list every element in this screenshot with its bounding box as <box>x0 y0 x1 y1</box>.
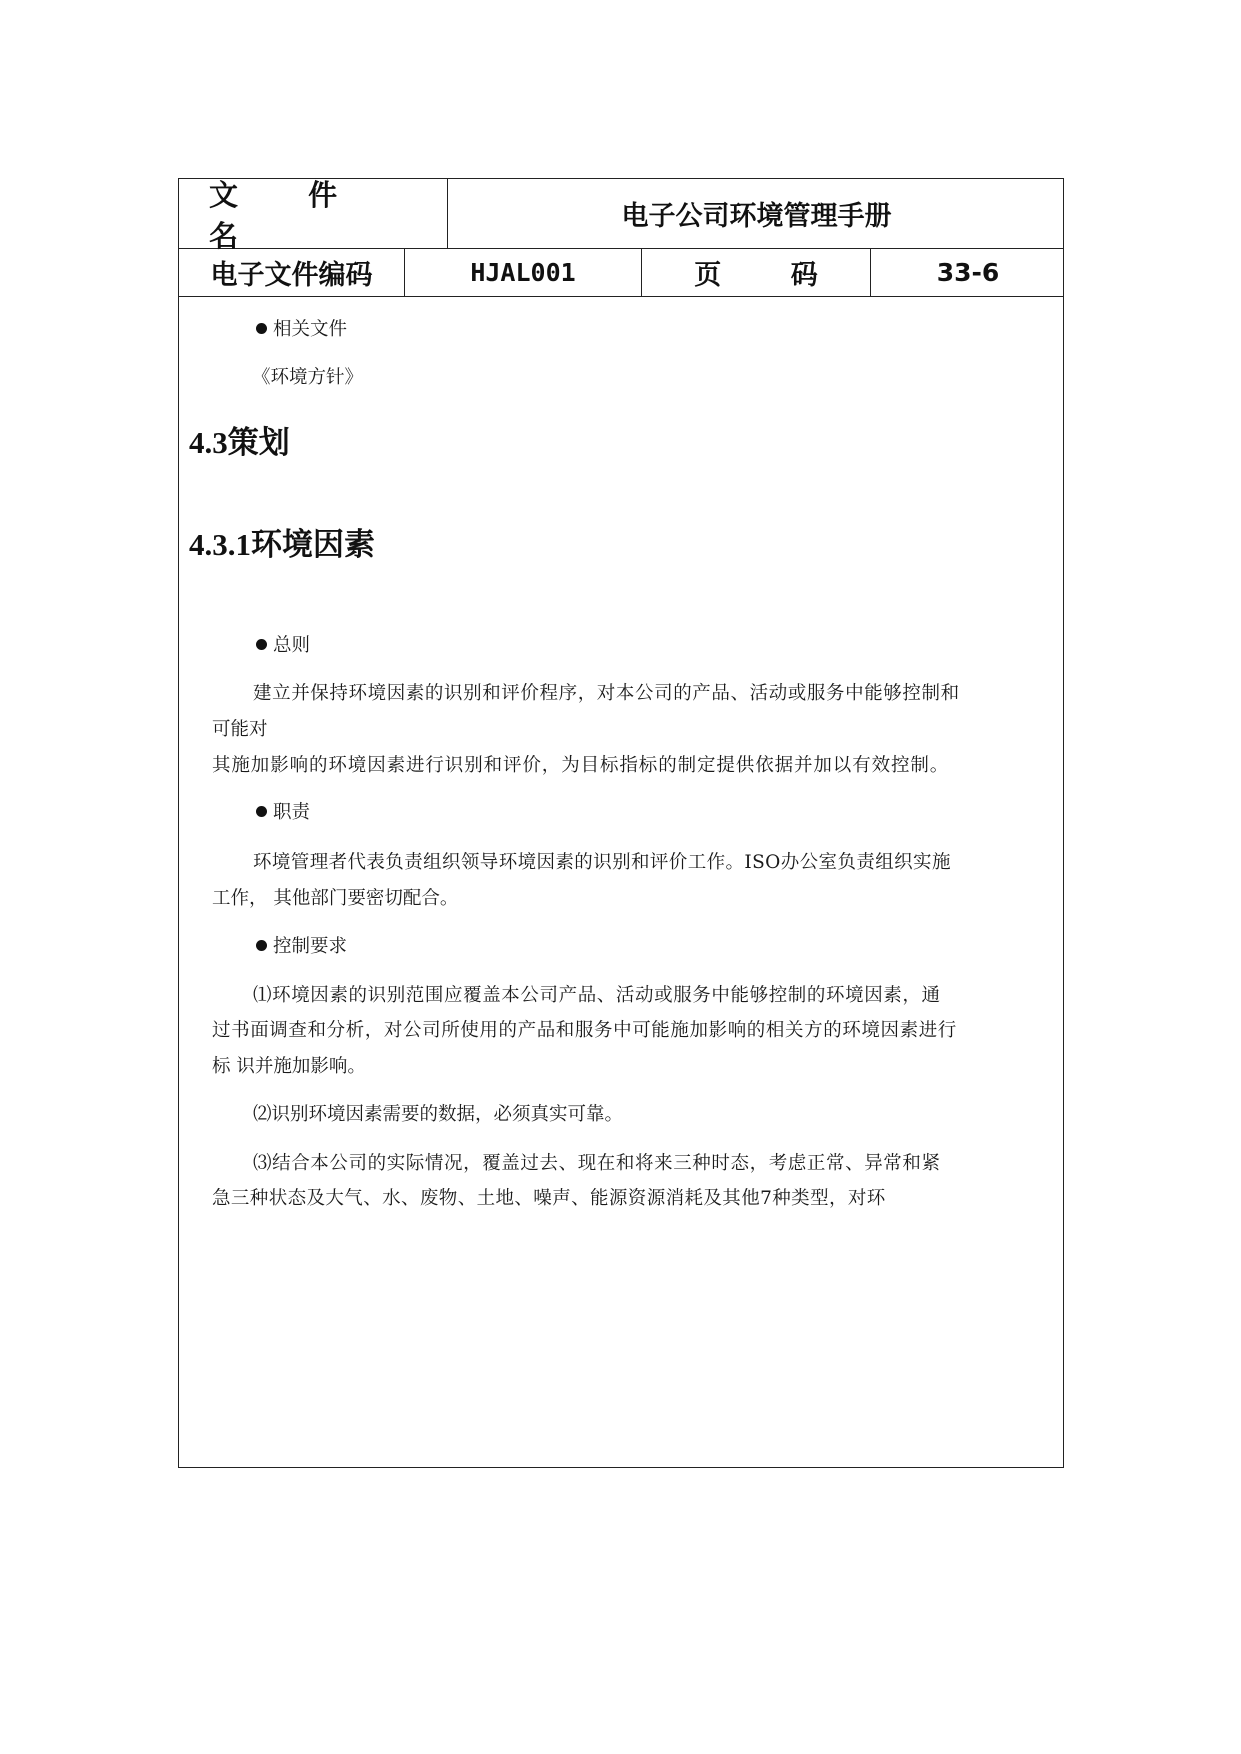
general-paragraph-line: 建立并保持环境因素的识别和评价程序，对本公司的产品、活动或服务中能够控制和 <box>253 683 960 704</box>
control-label: 控制要求 <box>273 936 348 957</box>
page-label: 页 码 <box>642 249 871 296</box>
file-name-label: 文 件 名 <box>179 179 448 248</box>
header-row-title <box>179 177 1063 253</box>
control-bullet <box>256 938 347 957</box>
requirement-2-line: ⑵识别环境因素需要的数据，必须真实可靠。 <box>253 1104 624 1125</box>
related-files-label: 相关文件 <box>273 319 348 340</box>
related-files-bullet <box>256 321 347 340</box>
page-value: 33-6 <box>936 258 1000 287</box>
header-row-code <box>179 249 1063 297</box>
code-label: 电子文件编码 <box>179 249 405 296</box>
bullet-icon <box>256 806 267 817</box>
requirement-1-line: ⑴环境因素的识别范围应覆盖本公司产品、活动或服务中能够控制的环境因素，通 <box>253 985 941 1006</box>
section-heading-4-3: 4.3策划 <box>189 425 290 460</box>
requirement-1-line: 标 识并施加影响。 <box>212 1056 366 1077</box>
requirement-3-line: ⑶结合本公司的实际情况，覆盖过去、现在和将来三种时态，考虑正常、异常和紧 <box>253 1153 941 1174</box>
bullet-icon <box>256 940 267 951</box>
duty-paragraph-line: 工作， 其他部门要密切配合。 <box>212 888 459 909</box>
related-files-item: 《环境方针》 <box>252 367 364 388</box>
requirement-3-line: 急三种状态及大气、水、废物、土地、噪声、能源资源消耗及其他7种类型，对环 <box>212 1188 886 1209</box>
file-name-value: 电子公司环境管理手册 <box>621 201 892 232</box>
code-value: HJAL001 <box>405 249 642 296</box>
general-label: 总则 <box>273 635 311 656</box>
duty-paragraph-line: 环境管理者代表负责组织领导环境因素的识别和评价工作。ISO办公室负责组织实施 <box>253 852 951 873</box>
requirement-1-line: 过书面调查和分析，对公司所使用的产品和服务中可能施加影响的相关方的环境因素进行 <box>212 1020 957 1041</box>
section-heading-4-3-1: 4.3.1环境因素 <box>189 527 375 562</box>
general-paragraph-line: 其施加影响的环境因素进行识别和评价，为目标指标的制定提供依据并加以有效控制。 <box>212 755 950 776</box>
general-paragraph-line: 可能对 <box>212 719 268 740</box>
general-bullet <box>256 637 310 656</box>
bullet-icon <box>256 323 267 334</box>
duty-label: 职责 <box>273 802 311 823</box>
bullet-icon <box>256 639 267 650</box>
duty-bullet <box>256 804 310 823</box>
